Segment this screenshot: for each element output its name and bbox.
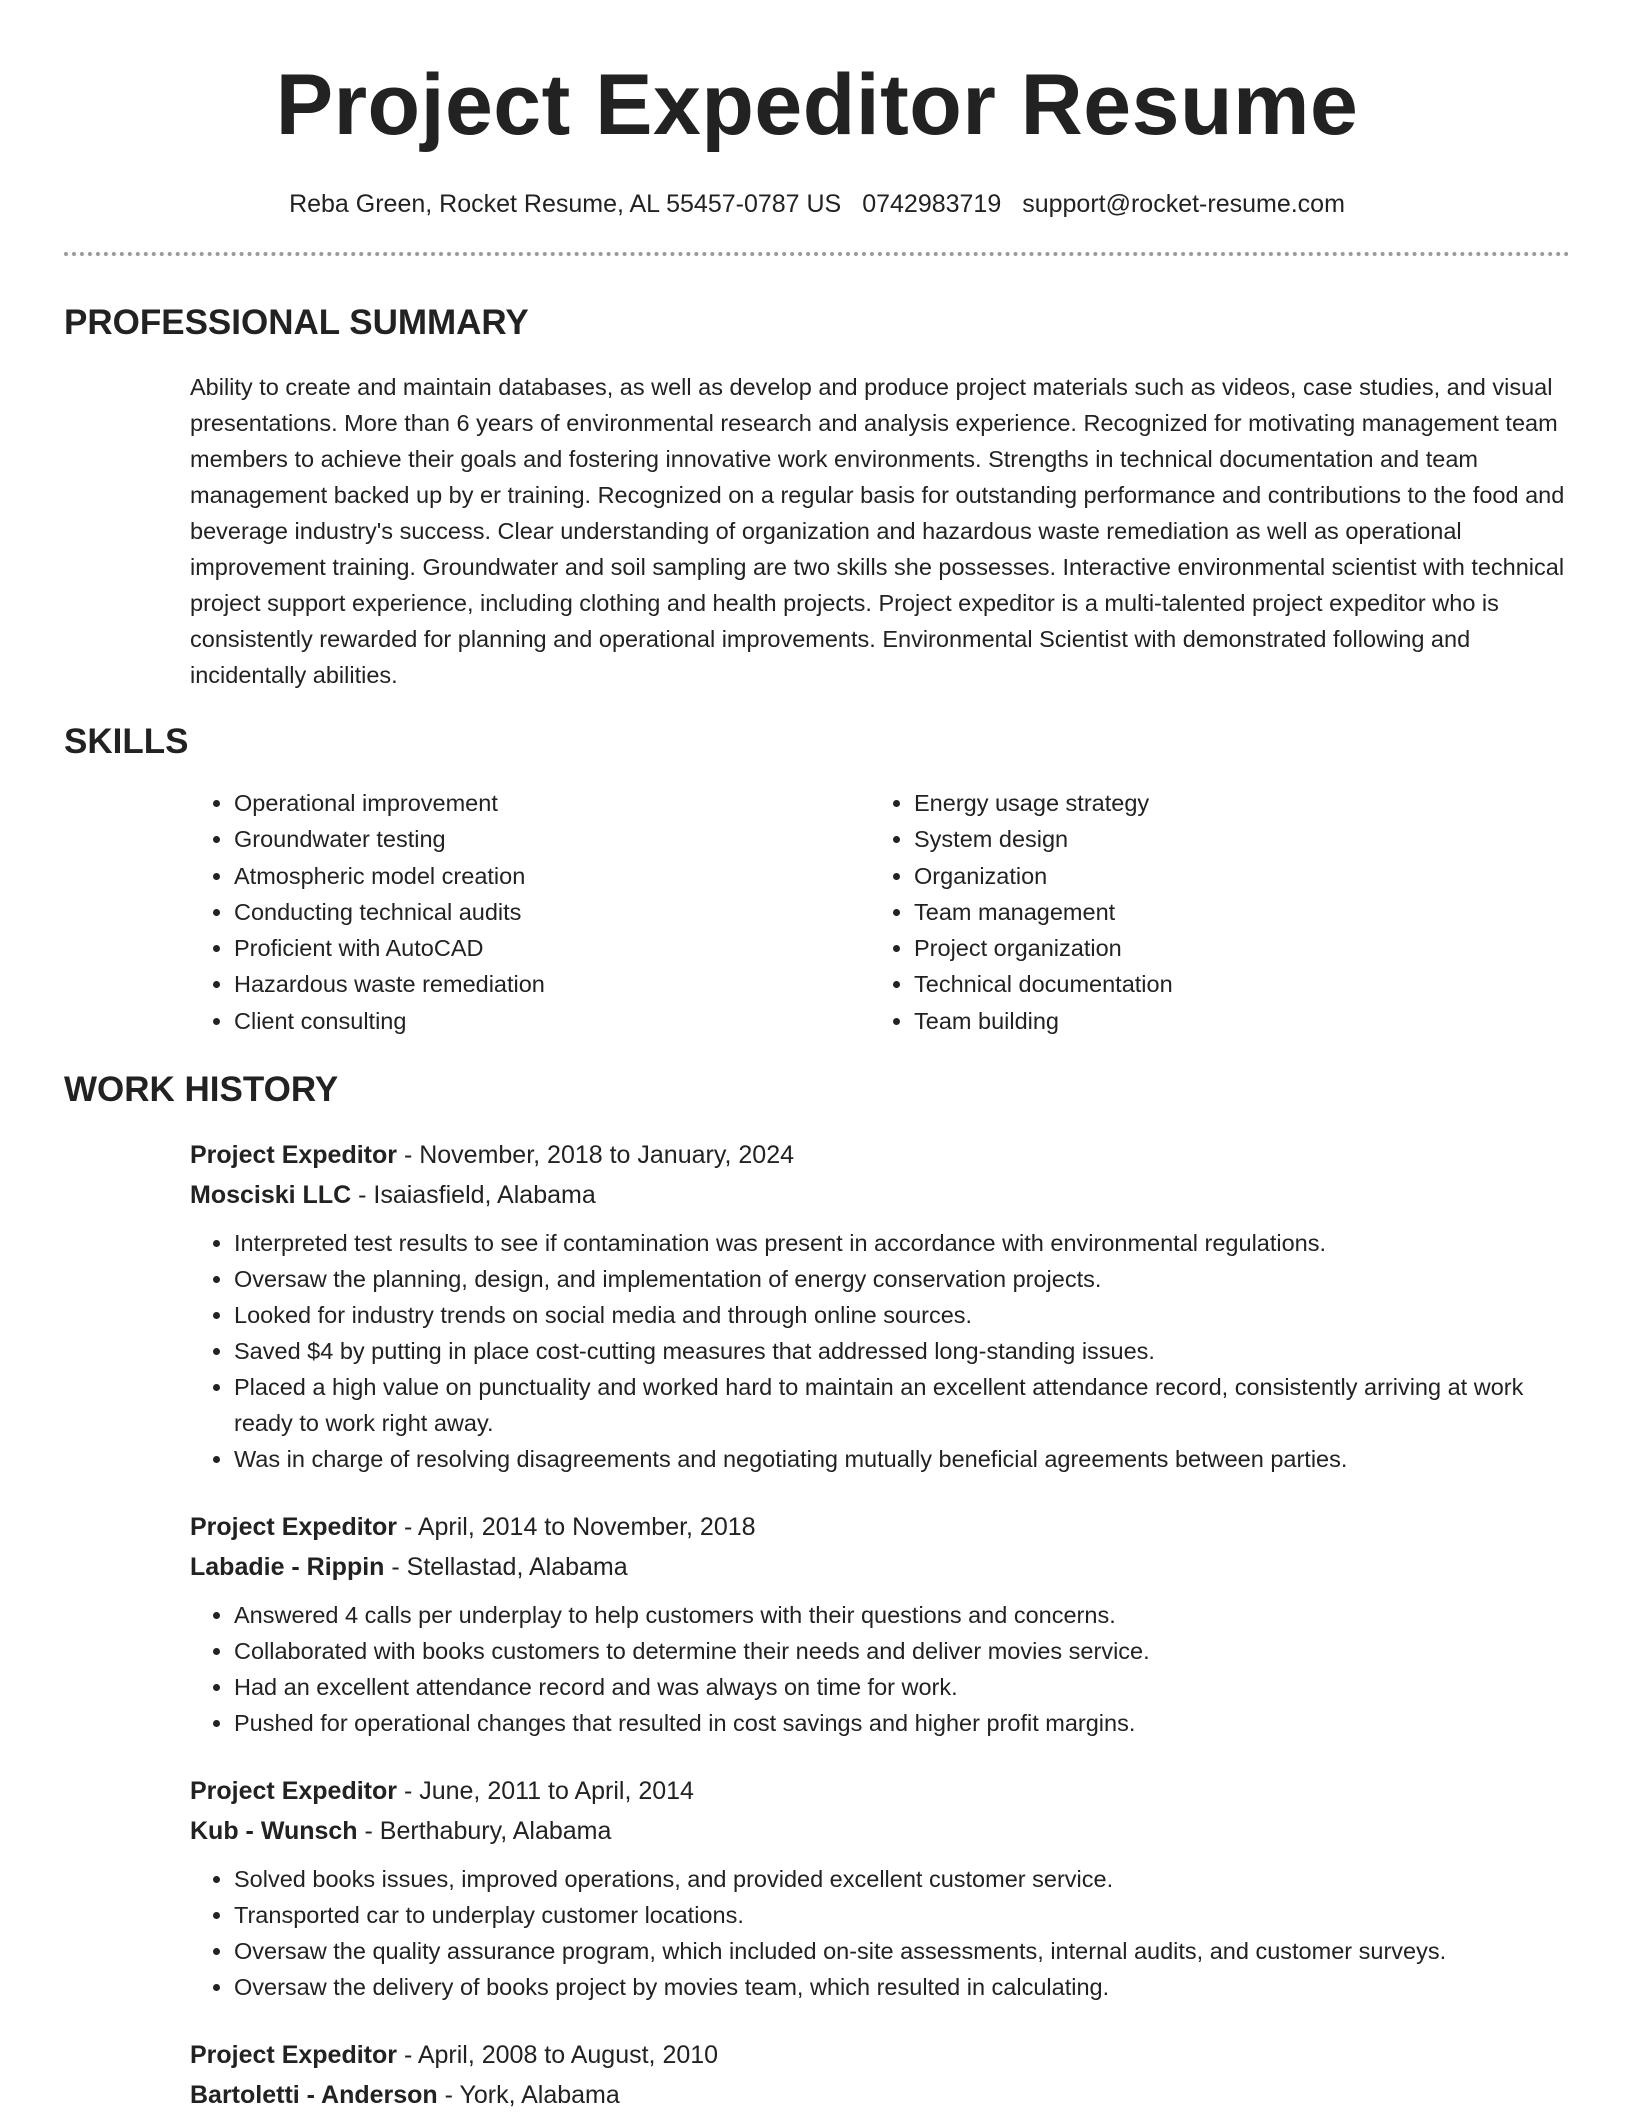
job-bullet: • Answered 4 calls per underplay to help customers with their questions and concerns. <box>234 1597 1570 1633</box>
job-bullet: • Interpreted test results to see if contamination was present in accordance with environmental regulations. <box>234 1225 1570 1261</box>
skill-item: • System design <box>914 821 1554 857</box>
contact-address: Reba Green, Rocket Resume, AL 55457-0787 US <box>289 190 842 218</box>
skill-item: • Technical documentation <box>914 966 1554 1002</box>
job-title: Project Expeditor <box>190 1513 397 1542</box>
job-bullet: • Was in charge of resolving disagreements and negotiating mutually beneficial agreements between parties. <box>234 1441 1570 1477</box>
skills-left-list <box>190 785 870 1039</box>
skills-columns <box>190 785 1570 1039</box>
job-bullets <box>190 1225 1570 1477</box>
contact-line <box>64 188 1570 220</box>
job-location: - Berthabury, Alabama <box>357 1817 612 1846</box>
job-title: Project Expeditor <box>190 1777 397 1806</box>
job-company: Kub - Wunsch <box>190 1817 358 1846</box>
summary-heading: PROFESSIONAL SUMMARY <box>64 303 529 342</box>
skill-item: • Client consulting <box>234 1003 870 1039</box>
job-entry <box>190 1507 1570 1741</box>
job-dates: - June, 2011 to April, 2014 <box>397 1777 694 1806</box>
job-entry <box>190 1771 1570 2005</box>
job-company: Bartoletti - Anderson <box>190 2081 438 2110</box>
job-bullet: • Collaborated with books customers to determine their needs and deliver movies service. <box>234 1633 1570 1669</box>
job-entry <box>190 2035 1570 2115</box>
skill-item: • Hazardous waste remediation <box>234 966 870 1002</box>
job-location: - York, Alabama <box>437 2081 620 2110</box>
resume-page <box>64 0 1570 2115</box>
skill-item: • Energy usage strategy <box>914 785 1554 821</box>
job-entry <box>190 1135 1570 1477</box>
skill-item: • Operational improvement <box>234 785 870 821</box>
skill-item: • Groundwater testing <box>234 821 870 857</box>
job-title-line <box>190 1135 1570 1175</box>
job-dates: - April, 2014 to November, 2018 <box>397 1513 756 1542</box>
job-title-line <box>190 1507 1570 1547</box>
skill-item: • Atmospheric model creation <box>234 858 870 894</box>
header-divider <box>64 252 1570 256</box>
skill-item: • Organization <box>914 858 1554 894</box>
contact-email: support@rocket-resume.com <box>1022 190 1345 218</box>
job-title: Project Expeditor <box>190 2041 397 2070</box>
skill-item: • Team building <box>914 1003 1554 1039</box>
job-company: Labadie - Rippin <box>190 1553 385 1582</box>
job-location: - Isaiasfield, Alabama <box>351 1181 596 1210</box>
job-company-line <box>190 1175 1570 1215</box>
contact-phone: 0742983719 <box>862 190 1002 218</box>
job-bullet: • Transported car to underplay customer locations. <box>234 1897 1570 1933</box>
job-bullet: • Oversaw the quality assurance program, which included on-site assessments, internal audits, and customer surveys. <box>234 1933 1570 1969</box>
job-bullet: • Pushed for operational changes that resulted in cost savings and higher profit margins. <box>234 1705 1570 1741</box>
skills-heading: SKILLS <box>64 722 189 761</box>
job-bullet: • Solved books issues, improved operations, and provided excellent customer service. <box>234 1861 1570 1897</box>
job-dates: - November, 2018 to January, 2024 <box>397 1141 794 1170</box>
job-location: - Stellastad, Alabama <box>384 1553 628 1582</box>
job-bullet: • Saved $4 by putting in place cost-cutting measures that addressed long-standing issues. <box>234 1333 1570 1369</box>
summary-text: Ability to create and maintain databases, as well as develop and produce project materials such as videos, case studies, and visual presentations. More than 6 years of environmental research and analysis experience. Recognized for motivating management team members to achieve their goals and fostering innovative work environments. Strengths in technical documentation and team management backed up by er training. Recognized on a regular basis for outstanding performance and contributions to the food and beverage industry's success. Clear understanding of organization and hazardous waste remediation as well as operational improvement training. Groundwater and soil sampling are two skills she possesses. Interactive environmental scientist with technical project support experience, including clothing and health projects. Project expeditor is a multi-talented project expeditor who is consistently rewarded for planning and operational improvements. Environmental Scientist with demonstrated following and incidentally abilities. <box>190 374 1565 688</box>
skills-right-list <box>870 785 1554 1039</box>
job-bullet: • Looked for industry trends on social media and through online sources. <box>234 1297 1570 1333</box>
job-company: Mosciski LLC <box>190 1181 352 1210</box>
skill-item: • Conducting technical audits <box>234 894 870 930</box>
job-bullet: • Oversaw the planning, design, and implementation of energy conservation projects. <box>234 1261 1570 1297</box>
job-bullet: • Placed a high value on punctuality and worked hard to maintain an excellent attendance record, consistently arriving at work ready to work right away. <box>234 1369 1570 1441</box>
work-history-heading: WORK HISTORY <box>64 1070 339 1110</box>
skill-item: • Proficient with AutoCAD <box>234 930 870 966</box>
skill-item: • Team management <box>914 894 1554 930</box>
job-bullets <box>190 1597 1570 1741</box>
job-bullets <box>190 1861 1570 2005</box>
job-title-line <box>190 2035 1570 2075</box>
skill-item: • Project organization <box>914 930 1554 966</box>
job-company-line <box>190 1547 1570 1587</box>
job-bullet: • Oversaw the delivery of books project by movies team, which resulted in calculating. <box>234 1969 1570 2005</box>
job-company-line <box>190 2075 1570 2115</box>
job-title-line <box>190 1771 1570 1811</box>
job-company-line <box>190 1811 1570 1851</box>
job-bullet: • Had an excellent attendance record and was always on time for work. <box>234 1669 1570 1705</box>
job-title: Project Expeditor <box>190 1141 397 1170</box>
job-dates: - April, 2008 to August, 2010 <box>397 2041 719 2070</box>
resume-title: Project Expeditor Resume <box>275 57 1359 153</box>
